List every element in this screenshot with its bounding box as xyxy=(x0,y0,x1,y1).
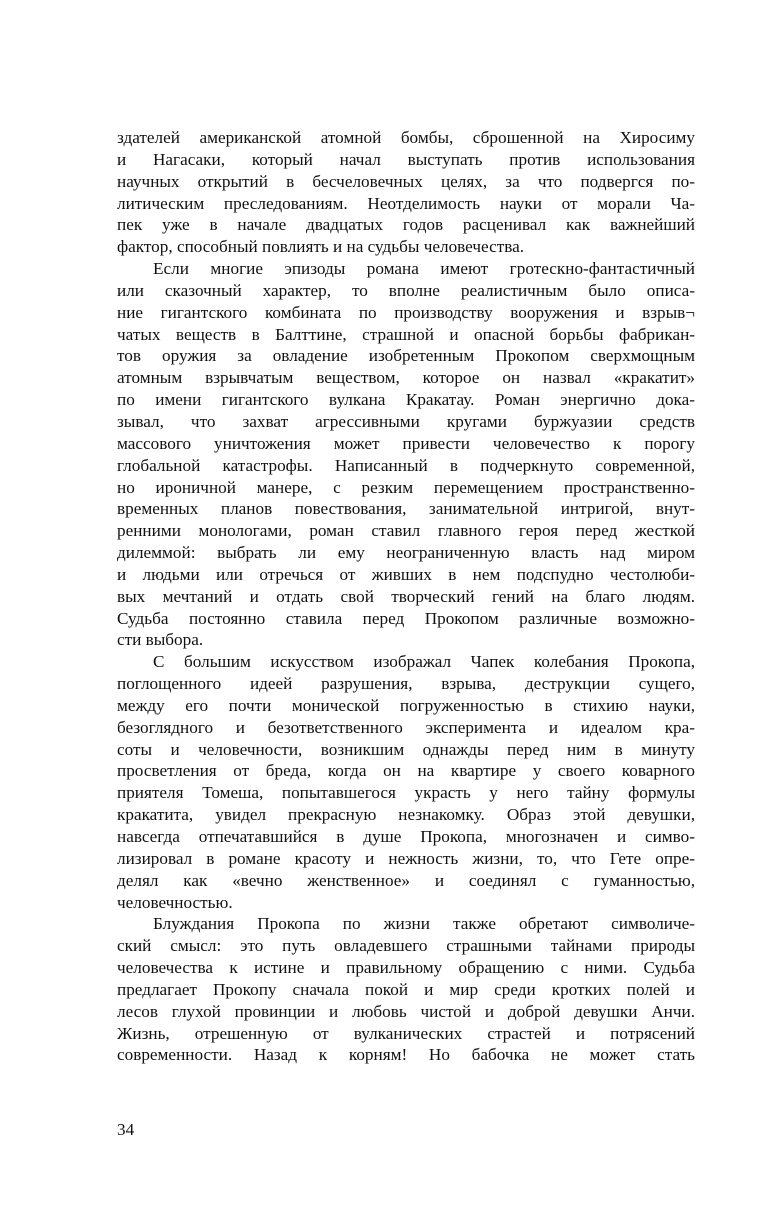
text-line: дилеммой: выбрать ли ему неограниченную власть над миром xyxy=(117,543,695,563)
text-line: приятеля Томеша, попытавшегося украсть у него тайну формулы xyxy=(117,783,695,803)
text-line: ние гигантского комбината по производству вооружения и взрыв¬ xyxy=(117,302,695,322)
paragraph-first-line: С большим искусством изображал Чапек колебания Прокопа, xyxy=(153,652,695,672)
text-line: вых мечтаний и отдать свой творческий гений на благо людям. xyxy=(117,586,695,606)
text-line: соты и человечности, возникшим однажды перед ним в минуту xyxy=(117,739,695,759)
text-line: ский смысл: это путь овладевшего страшными тайнами природы xyxy=(117,936,695,956)
text-line: человечностью. xyxy=(117,892,233,912)
text-line: лизировал в романе красоту и нежность жизни, то, что Гете опре- xyxy=(117,848,695,868)
text-line: сти выбора. xyxy=(117,630,204,650)
text-line: человечества к истине и правильному обращению с ними. Судьба xyxy=(117,958,695,978)
text-line: просветления от бреда, когда он на квартире у своего коварного xyxy=(117,761,695,781)
text-line: предлагает Прокопу сначала покой и мир среди кротких полей и xyxy=(117,979,695,999)
text-line: научных открытий в бесчеловечных целях, за что подвергся по- xyxy=(117,171,695,191)
text-line: безоглядного и безответственного эксперимента и идеалом кра- xyxy=(117,717,695,737)
text-line: навсегда отпечатавшийся в душе Прокопа, многозначен и симво- xyxy=(117,827,695,846)
text-line: атомным взрывчатым веществом, которое он назвал «кракатит» xyxy=(117,368,695,388)
text-line: или сказочный характер, то вполне реалистичным было описа- xyxy=(117,280,695,300)
text-line: кракатита, увидел прекрасную незнакомку. Образ этой девушки, xyxy=(117,805,695,825)
text-line: массового уничтожения может привести человечество к порогу xyxy=(117,433,695,453)
text-line: по имени гигантского вулкана Кракатау. Роман энергично дока- xyxy=(117,390,695,410)
text-line: между его почти монической погруженностью в стихию науки, xyxy=(117,695,695,715)
paragraph-first-line: Если многие эпизоды романа имеют гротескно-фантастичный xyxy=(153,259,695,279)
text-line: временных планов повествования, занимательной интригой, внут- xyxy=(117,499,695,519)
text-line: поглощенного идеей разрушения, взрыва, деструкции сущего, xyxy=(117,674,695,694)
text-line: пек уже в начале двадцатых годов расценивал как важнейший xyxy=(117,215,695,235)
text-line: фактор, способный повлиять и на судьбы человечества. xyxy=(117,237,525,257)
text-line: ренними монологами, роман ставил главного героя перед жесткой xyxy=(117,521,695,541)
text-line: и Нагасаки, который начал выступать против использования xyxy=(117,149,695,169)
text-line: литическим преследованиям. Неотделимость науки от морали Ча- xyxy=(117,193,695,213)
text-line: чатых веществ в Балттине, страшной и опасной борьбы фабрикан- xyxy=(117,324,695,344)
page-number: 34 xyxy=(117,1120,135,1139)
text-line: современности. Назад к корням! Но бабочка не может стать xyxy=(117,1045,695,1065)
text-line: лесов глухой провинции и любовь чистой и доброй девушки Анчи. xyxy=(117,1001,695,1021)
text-line: и людьми или отречься от живших в нем подспудно честолюби- xyxy=(117,564,695,584)
text-line: делял как «вечно женственное» и соединял с гуманностью, xyxy=(117,870,695,890)
text-line: здателей американской атомной бомбы, сброшенной на Хиросиму xyxy=(117,128,695,147)
text-line: Жизнь, отрешенную от вулканических страстей и потрясений xyxy=(117,1023,695,1043)
paragraph-first-line: Блуждания Прокопа по жизни также обретают символиче- xyxy=(153,914,695,934)
text-line: тов оружия за овладение изобретенным Прокопом сверхмощным xyxy=(117,346,695,366)
text-line: Судьба постоянно ставила перед Прокопом различные возможно- xyxy=(117,608,695,628)
text-line: зывал, что захват агрессивными кругами буржуазии средств xyxy=(117,411,695,431)
page-body-text xyxy=(117,127,695,1066)
text-line: но ироничной манере, с резким перемещением пространственно- xyxy=(117,477,695,497)
text-line: глобальной катастрофы. Написанный в подчеркнуто современной, xyxy=(117,455,695,475)
